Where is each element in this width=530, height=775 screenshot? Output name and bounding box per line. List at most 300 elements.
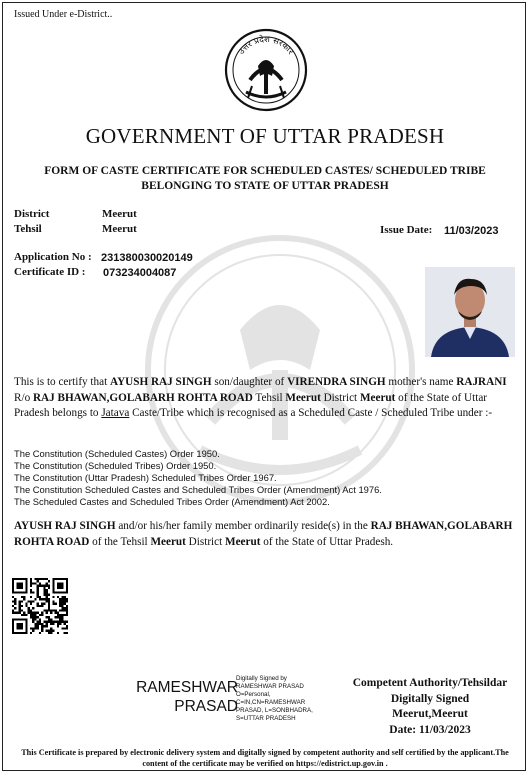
authority-date — [340, 723, 520, 739]
qr-module — [30, 582, 32, 584]
applicant-address: RAJ BHAWAN,GOLABARH ROHTA ROAD — [32, 391, 253, 404]
qr-module — [52, 591, 54, 593]
qr-module — [34, 627, 36, 629]
qr-module — [61, 614, 63, 616]
qr-module — [23, 596, 25, 598]
qr-module — [37, 627, 39, 629]
qr-module — [66, 582, 68, 584]
qr-module — [46, 600, 48, 602]
qr-module — [25, 621, 27, 623]
qr-module — [52, 587, 54, 589]
qr-module — [52, 596, 54, 598]
emblem-text: उत्तर प्रदेश सरकार — [236, 34, 296, 57]
qr-module — [48, 605, 50, 607]
qr-module — [61, 616, 63, 618]
qr-module — [59, 603, 61, 605]
qr-module — [46, 582, 48, 584]
qr-module — [64, 627, 66, 629]
qr-module — [41, 627, 43, 629]
qr-module — [66, 589, 68, 591]
qr-module — [32, 616, 34, 618]
qr-module — [21, 600, 23, 602]
qr-module — [23, 632, 25, 634]
qr-module — [30, 614, 32, 616]
qr-module — [46, 612, 48, 614]
qr-module — [43, 603, 45, 605]
qr-module — [19, 582, 21, 584]
qr-module — [37, 594, 39, 596]
qr-module — [25, 630, 27, 632]
certification-paragraph — [14, 375, 514, 422]
qr-module — [19, 609, 21, 611]
qr-module — [25, 591, 27, 593]
qr-module — [25, 580, 27, 582]
qr-module — [59, 582, 61, 584]
qr-module — [46, 623, 48, 625]
qr-module — [19, 623, 21, 625]
qr-module — [30, 609, 32, 611]
qr-module — [50, 621, 52, 623]
qr-module — [64, 607, 66, 609]
qr-module — [57, 632, 59, 634]
qr-module — [30, 589, 32, 591]
residence-paragraph — [14, 519, 514, 550]
signer-name — [114, 678, 238, 716]
qr-module — [48, 585, 50, 587]
digital-signature-details — [236, 675, 346, 723]
qr-module — [23, 598, 25, 600]
qr-module — [16, 585, 18, 587]
qr-module — [12, 591, 14, 593]
qr-module — [43, 625, 45, 627]
qr-module — [14, 600, 16, 602]
qr-module — [41, 614, 43, 616]
qr-module — [19, 618, 21, 620]
qr-module — [57, 625, 59, 627]
certify-text-4: R/o — [14, 391, 33, 404]
qr-module — [50, 623, 52, 625]
certify-text-5: Tehsil — [252, 391, 286, 404]
signature-detail-line: PRASAD, L=SONBHADRA, — [236, 707, 313, 714]
qr-module — [46, 630, 48, 632]
qr-module — [66, 632, 68, 634]
qr-module — [37, 616, 39, 618]
up-government-emblem-icon — [224, 28, 308, 112]
qr-module — [34, 618, 36, 620]
qr-module — [41, 630, 43, 632]
qr-module — [48, 587, 50, 589]
qr-module — [34, 614, 36, 616]
applicant-photo — [425, 267, 515, 357]
qr-module — [50, 630, 52, 632]
qr-module — [30, 580, 32, 582]
qr-module — [66, 580, 68, 582]
qr-module — [61, 582, 63, 584]
residence-district: Meerut — [225, 535, 261, 548]
qr-module — [46, 585, 48, 587]
qr-code-icon[interactable] — [12, 578, 68, 634]
qr-module — [12, 600, 14, 602]
qr-module — [28, 607, 30, 609]
qr-module — [64, 598, 66, 600]
qr-module — [12, 580, 14, 582]
qr-module — [16, 582, 18, 584]
qr-module — [57, 585, 59, 587]
qr-module — [50, 618, 52, 620]
qr-module — [41, 598, 43, 600]
qr-module — [39, 632, 41, 634]
qr-module — [61, 618, 63, 620]
application-label: Application No : — [14, 251, 92, 263]
qr-module — [21, 618, 23, 620]
qr-module — [59, 614, 61, 616]
qr-module — [39, 605, 41, 607]
qr-module — [12, 621, 14, 623]
qr-module — [12, 605, 14, 607]
qr-module — [21, 596, 23, 598]
qr-module — [34, 625, 36, 627]
qr-module — [57, 587, 59, 589]
qr-module — [39, 585, 41, 587]
certify-text-6: District — [320, 391, 360, 404]
qr-module — [37, 578, 39, 580]
qr-module — [21, 632, 23, 634]
qr-module — [61, 600, 63, 602]
qr-module — [34, 623, 36, 625]
qr-module — [14, 612, 16, 614]
qr-module — [55, 612, 57, 614]
qr-module — [66, 605, 68, 607]
qr-module — [25, 585, 27, 587]
qr-module — [61, 621, 63, 623]
qr-module — [28, 609, 30, 611]
qr-module — [37, 585, 39, 587]
order-item: The Constitution (Scheduled Tribes) Order 1950. — [14, 460, 217, 472]
qr-module — [21, 582, 23, 584]
qr-module — [64, 609, 66, 611]
qr-module — [23, 614, 25, 616]
qr-module — [41, 623, 43, 625]
caste-name: Jatava — [101, 407, 130, 419]
qr-module — [12, 612, 14, 614]
district-value: Meerut — [102, 208, 137, 220]
qr-module — [25, 603, 27, 605]
qr-module — [46, 594, 48, 596]
qr-module — [55, 616, 57, 618]
qr-module — [25, 632, 27, 634]
qr-module — [12, 609, 14, 611]
qr-module — [48, 632, 50, 634]
qr-module — [61, 578, 63, 580]
qr-module — [66, 627, 68, 629]
qr-module — [23, 612, 25, 614]
qr-module — [46, 616, 48, 618]
qr-module — [55, 578, 57, 580]
qr-module — [57, 623, 59, 625]
issue-date-value: 11/03/2023 — [444, 225, 499, 237]
qr-module — [64, 614, 66, 616]
signature-detail-line: O=Personal, — [236, 691, 271, 698]
qr-module — [59, 623, 61, 625]
qr-module — [52, 630, 54, 632]
qr-module — [66, 600, 68, 602]
qr-module — [57, 621, 59, 623]
qr-module — [61, 587, 63, 589]
certify-text-1: This is to certify that — [14, 376, 111, 388]
qr-module — [61, 598, 63, 600]
qr-module — [12, 623, 14, 625]
qr-module — [30, 596, 32, 598]
authority-location: Meerut,Meerut — [392, 708, 468, 720]
qr-module — [41, 603, 43, 605]
qr-module — [57, 582, 59, 584]
qr-module — [50, 632, 52, 634]
qr-module — [16, 618, 18, 620]
qr-module — [61, 585, 63, 587]
father-name: VIRENDRA SINGH — [287, 376, 386, 388]
qr-module — [32, 630, 34, 632]
qr-module — [46, 578, 48, 580]
qr-module — [12, 630, 14, 632]
residence-text-2: of the Tehsil — [89, 535, 151, 548]
qr-module — [52, 609, 54, 611]
qr-module — [55, 621, 57, 623]
application-value: 231380030020149 — [101, 252, 193, 264]
residence-tehsil: Meerut — [150, 535, 186, 548]
qr-module — [14, 632, 16, 634]
qr-module — [12, 625, 14, 627]
qr-module — [64, 603, 66, 605]
qr-module — [21, 625, 23, 627]
qr-module — [52, 582, 54, 584]
qr-module — [21, 614, 23, 616]
signer-name-line1: RAMESHWAR — [136, 679, 238, 696]
qr-module — [16, 625, 18, 627]
qr-module — [12, 596, 14, 598]
qr-module — [48, 580, 50, 582]
qr-module — [32, 600, 34, 602]
svg-text:उत्तर प्रदेश सरकार — [237, 34, 296, 57]
qr-module — [32, 621, 34, 623]
qr-module — [28, 600, 30, 602]
qr-module — [59, 621, 61, 623]
qr-module — [30, 627, 32, 629]
qr-module — [37, 621, 39, 623]
qr-module — [64, 596, 66, 598]
certificate-value: 073234004087 — [103, 267, 177, 279]
qr-module — [48, 621, 50, 623]
qr-module — [61, 605, 63, 607]
qr-module — [25, 623, 27, 625]
qr-module — [21, 578, 23, 580]
qr-module — [48, 630, 50, 632]
qr-module — [30, 600, 32, 602]
qr-module — [66, 625, 68, 627]
qr-module — [19, 607, 21, 609]
qr-module — [43, 594, 45, 596]
mother-name: RAJRANI — [456, 376, 507, 388]
order-item: The Constitution (Uttar Pradesh) Scheduled Tribes Order 1967. — [14, 472, 277, 484]
order-item: The Constitution Scheduled Castes and Scheduled Tribes Order (Amendment) Act 1976. — [14, 484, 382, 496]
qr-module — [21, 587, 23, 589]
qr-module — [59, 598, 61, 600]
qr-module — [30, 585, 32, 587]
qr-module — [34, 598, 36, 600]
qr-module — [25, 625, 27, 627]
qr-module — [66, 607, 68, 609]
residence-address: RAJ BHAWAN,GOLABARH ROHTA ROAD — [14, 520, 513, 548]
district-label: District — [14, 208, 50, 220]
qr-module — [59, 591, 61, 593]
qr-module — [37, 623, 39, 625]
qr-module — [59, 587, 61, 589]
qr-module — [25, 587, 27, 589]
qr-module — [14, 591, 16, 593]
qr-module — [14, 607, 16, 609]
qr-module — [23, 578, 25, 580]
qr-module — [50, 609, 52, 611]
qr-module — [39, 582, 41, 584]
qr-module — [48, 618, 50, 620]
qr-module — [21, 591, 23, 593]
qr-module — [16, 632, 18, 634]
signature-detail-line: Digitally Signed by — [236, 675, 287, 682]
qr-module — [59, 605, 61, 607]
qr-module — [61, 607, 63, 609]
qr-module — [57, 578, 59, 580]
qr-module — [12, 618, 14, 620]
qr-module — [48, 598, 50, 600]
qr-module — [66, 587, 68, 589]
qr-module — [30, 632, 32, 634]
qr-module — [43, 621, 45, 623]
qr-module — [46, 609, 48, 611]
qr-module — [57, 596, 59, 598]
qr-module — [30, 612, 32, 614]
qr-module — [52, 600, 54, 602]
qr-module — [48, 594, 50, 596]
qr-module — [48, 603, 50, 605]
verification-footer: This Certificate is prepared by electronic delivery system and digitally signed by competent authority and self certified by the applicant.The content of the certificate may be verified on https://edistrict.up.gov.in . — [21, 748, 509, 768]
qr-module — [34, 582, 36, 584]
qr-module — [43, 578, 45, 580]
qr-module — [37, 589, 39, 591]
qr-module — [66, 585, 68, 587]
authority-title: Competent Authority/Tehsildar — [352, 677, 508, 689]
qr-module — [59, 618, 61, 620]
qr-module — [19, 627, 21, 629]
authority-signed: Digitally Signed — [390, 692, 470, 705]
qr-module — [61, 596, 63, 598]
qr-module — [19, 585, 21, 587]
qr-module — [52, 623, 54, 625]
qr-module — [43, 591, 45, 593]
qr-module — [12, 589, 14, 591]
qr-module — [37, 587, 39, 589]
qr-module — [41, 585, 43, 587]
qr-module — [46, 621, 48, 623]
qr-module — [12, 627, 14, 629]
qr-module — [25, 618, 27, 620]
qr-module — [37, 605, 39, 607]
qr-module — [41, 612, 43, 614]
qr-module — [59, 585, 61, 587]
qr-module — [66, 591, 68, 593]
qr-module — [30, 616, 32, 618]
qr-module — [12, 585, 14, 587]
qr-module — [19, 578, 21, 580]
qr-module — [46, 598, 48, 600]
qr-module — [59, 609, 61, 611]
government-title: GOVERNMENT OF UTTAR PRADESH — [85, 124, 445, 148]
order-item: The Scheduled Castes and Scheduled Tribes Order (Amendment) Act 2002. — [14, 496, 330, 508]
qr-module — [59, 600, 61, 602]
qr-module — [41, 625, 43, 627]
qr-module — [25, 578, 27, 580]
competent-authority-block — [340, 676, 520, 738]
qr-module — [61, 609, 63, 611]
qr-module — [39, 614, 41, 616]
qr-module — [39, 618, 41, 620]
qr-module — [19, 591, 21, 593]
certify-text-3: mother's name — [385, 376, 457, 388]
qr-module — [43, 589, 45, 591]
qr-module — [64, 623, 66, 625]
qr-module — [66, 598, 68, 600]
qr-module — [16, 591, 18, 593]
residence-text-3: District — [185, 535, 226, 548]
qr-module — [48, 616, 50, 618]
qr-module — [39, 578, 41, 580]
qr-module — [46, 596, 48, 598]
qr-module — [25, 627, 27, 629]
qr-module — [55, 603, 57, 605]
qr-module — [52, 589, 54, 591]
qr-module — [66, 578, 68, 580]
certify-text-7: of the State of Uttar Pradesh belongs to — [14, 391, 488, 419]
qr-module — [43, 598, 45, 600]
qr-module — [19, 587, 21, 589]
qr-module — [34, 612, 36, 614]
qr-module — [25, 614, 27, 616]
qr-module — [50, 612, 52, 614]
qr-module — [37, 580, 39, 582]
qr-module — [52, 603, 54, 605]
qr-module — [12, 587, 14, 589]
qr-module — [41, 605, 43, 607]
qr-module — [25, 605, 27, 607]
qr-module — [43, 585, 45, 587]
qr-module — [37, 596, 39, 598]
qr-module — [16, 578, 18, 580]
qr-module — [28, 612, 30, 614]
qr-module — [37, 591, 39, 593]
qr-module — [39, 623, 41, 625]
qr-module — [16, 623, 18, 625]
qr-module — [19, 612, 21, 614]
qr-module — [52, 621, 54, 623]
qr-module — [43, 587, 45, 589]
qr-module — [64, 632, 66, 634]
qr-module — [37, 625, 39, 627]
qr-module — [21, 627, 23, 629]
qr-module — [12, 582, 14, 584]
qr-module — [64, 621, 66, 623]
qr-module — [66, 609, 68, 611]
qr-module — [30, 603, 32, 605]
qr-module — [39, 621, 41, 623]
certify-text-2: son/daughter of — [211, 376, 288, 388]
